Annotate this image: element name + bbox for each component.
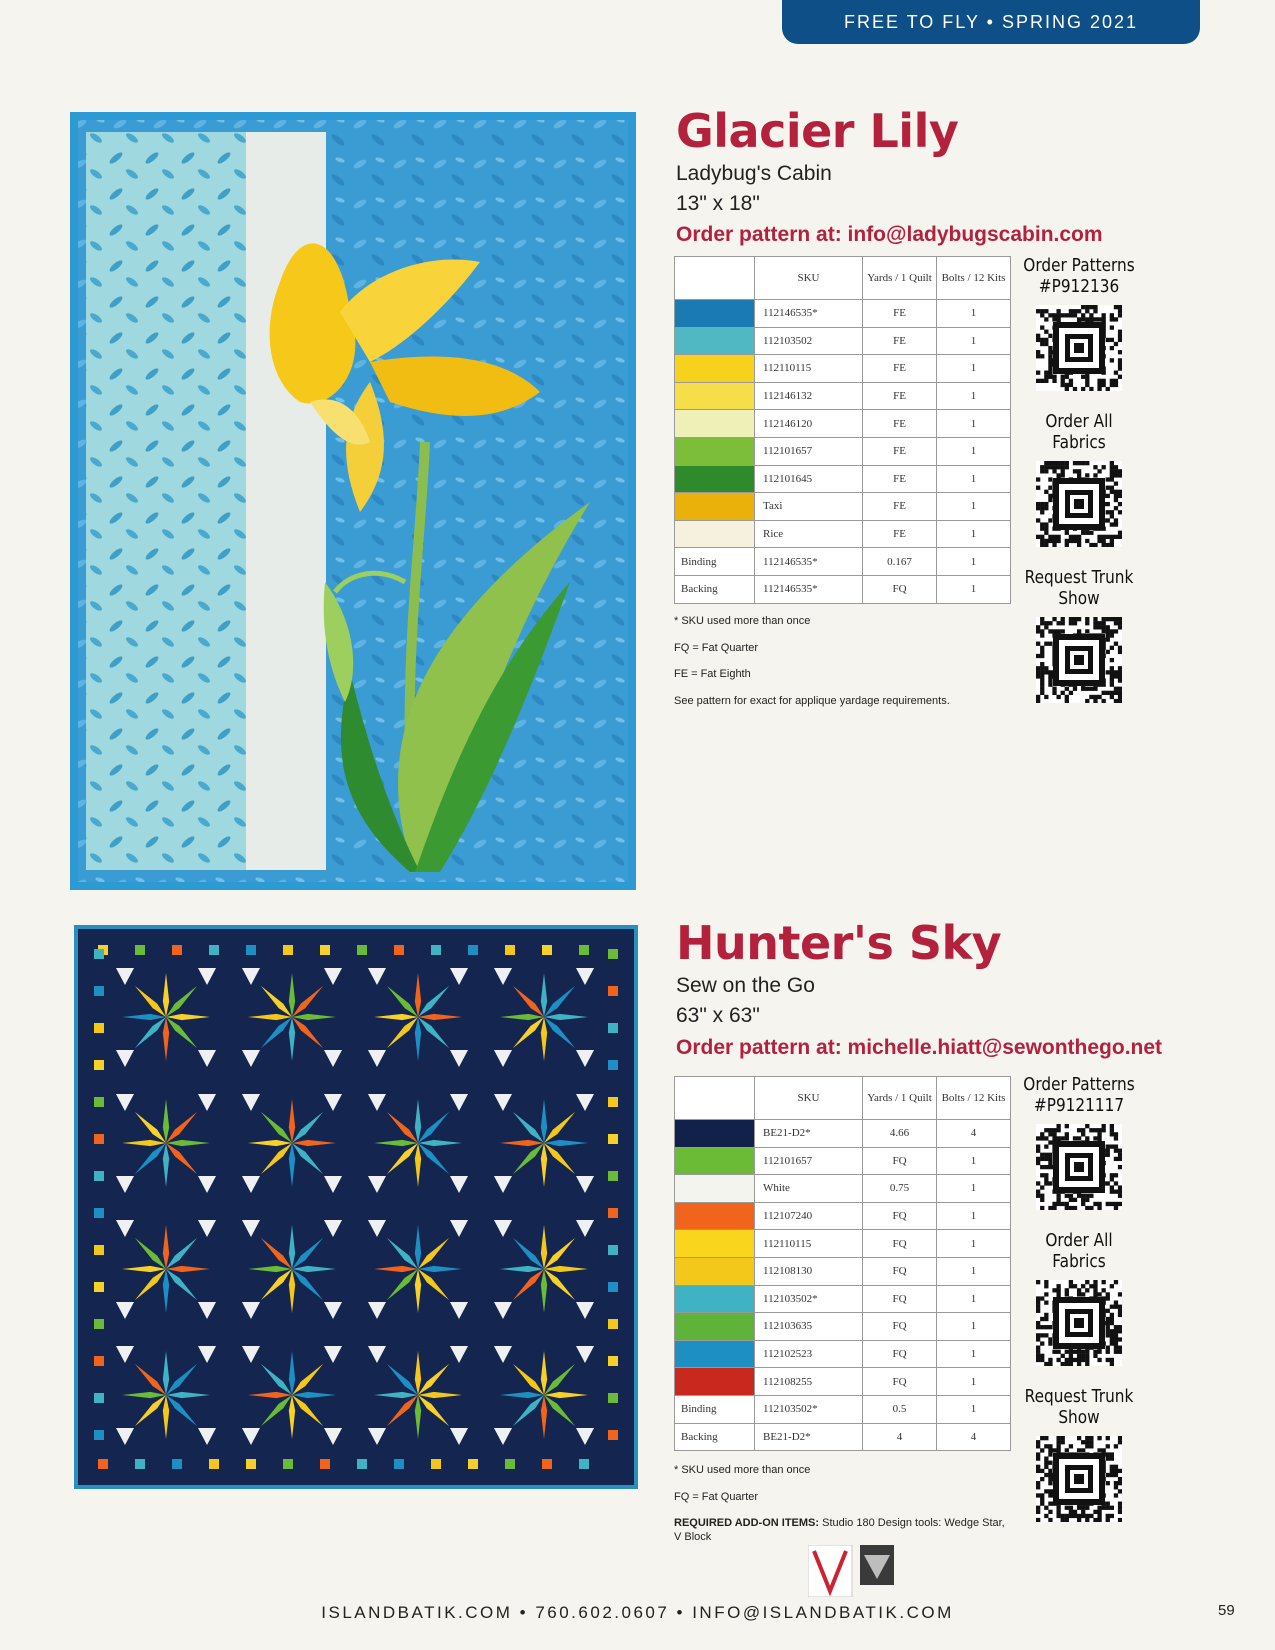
note-line: FQ = Fat Quarter (674, 1490, 759, 1503)
sku-cell: 112146132 (755, 382, 863, 410)
glacier-lily-size: 13" x 18" (676, 192, 760, 215)
fabric-swatch (675, 1340, 755, 1368)
yards-cell: FQ (863, 1257, 937, 1285)
fabric-row (675, 410, 1011, 438)
hunters-sky-table-body (675, 1120, 1011, 1451)
fabric-row (675, 1230, 1011, 1258)
yards-cell: FE (863, 493, 937, 521)
fabric-swatch (675, 520, 755, 548)
glacier-lily-notes (674, 608, 950, 714)
glacier-lily-qr-column (1010, 255, 1148, 723)
yards-cell: FE (863, 520, 937, 548)
sku-cell: 112103502* (755, 1285, 863, 1313)
fabric-row (675, 1368, 1011, 1396)
bolts-cell: 1 (937, 1230, 1011, 1258)
fabric-swatch (675, 410, 755, 438)
bolts-cell: 1 (937, 1285, 1011, 1313)
fabric-row (675, 1175, 1011, 1203)
qr-label-trunk-show: Request Trunk Show (1024, 1386, 1134, 1428)
qr-code-icon[interactable] (1036, 1124, 1122, 1210)
sku-cell: 112108130 (755, 1257, 863, 1285)
sku-cell: 112146535* (755, 548, 863, 576)
bolts-cell: 1 (937, 382, 1011, 410)
note-line: FQ = Fat Quarter (674, 641, 759, 654)
sku-cell: 112108255 (755, 1368, 863, 1396)
sku-cell: 112110115 (755, 1230, 863, 1258)
fabric-row (675, 465, 1011, 493)
yards-cell: FE (863, 437, 937, 465)
bolts-cell: 1 (937, 1257, 1011, 1285)
fabric-swatch (675, 327, 755, 355)
fabric-row (675, 382, 1011, 410)
note-line: See pattern for exact for applique yardage requirements. (674, 694, 950, 707)
fabric-row (675, 1147, 1011, 1175)
yards-cell: FE (863, 410, 937, 438)
sku-cell: 112103502* (755, 1395, 863, 1423)
bolts-cell: 1 (937, 493, 1011, 521)
bolts-cell: 1 (937, 300, 1011, 328)
fabric-row (675, 520, 1011, 548)
fabric-row (675, 493, 1011, 521)
sku-column-header: SKU (755, 257, 863, 300)
bolts-cell: 1 (937, 575, 1011, 603)
fabric-swatch (675, 1368, 755, 1396)
fabric-swatch (675, 1313, 755, 1341)
bolts-cell: 1 (937, 520, 1011, 548)
qr-label-trunk-show: Request Trunk Show (1024, 567, 1134, 609)
yards-cell: 0.5 (863, 1395, 937, 1423)
row-label: Backing (675, 575, 755, 603)
yards-column-header: Yards / 1 Quilt (863, 1077, 937, 1120)
sku-cell: White (755, 1175, 863, 1203)
fabric-row (675, 1313, 1011, 1341)
hunters-sky-order-link[interactable]: Order pattern at: michelle.hiatt@sewonthego.net (676, 1036, 1163, 1059)
bolts-column-header: Bolts / 12 Kits (937, 1077, 1011, 1120)
yards-cell: FQ (863, 1285, 937, 1313)
fabric-row (675, 1285, 1011, 1313)
footer-contact: ISLANDBATIK.COM • 760.602.0607 • INFO@ISLANDBATIK.COM (321, 1603, 954, 1622)
qr-label-order-fabrics: Order All Fabrics (1045, 411, 1113, 453)
yards-cell: FQ (863, 1340, 937, 1368)
qr-label-order-patterns: Order Patterns #P9121117 (1023, 1074, 1135, 1116)
bolts-cell: 1 (937, 1395, 1011, 1423)
sku-cell: BE21-D2* (755, 1423, 863, 1451)
qr-code-icon[interactable] (1036, 1280, 1122, 1366)
bolts-cell: 1 (937, 1368, 1011, 1396)
sku-cell: 112101645 (755, 465, 863, 493)
sku-cell: 112146535* (755, 300, 863, 328)
qr-label-order-patterns: Order Patterns #P912136 (1023, 255, 1135, 297)
row-label: Backing (675, 1423, 755, 1451)
yards-cell: FQ (863, 1368, 937, 1396)
qr-code-icon[interactable] (1036, 1436, 1122, 1522)
sku-cell: 112107240 (755, 1202, 863, 1230)
bolts-cell: 1 (937, 465, 1011, 493)
hunters-sky-quilt-photo (74, 925, 638, 1489)
yards-cell: FE (863, 327, 937, 355)
fabric-row (675, 1202, 1011, 1230)
yards-cell: FE (863, 382, 937, 410)
bolts-cell: 1 (937, 1202, 1011, 1230)
fabric-row (675, 1120, 1011, 1148)
hunters-sky-designer: Sew on the Go (676, 974, 815, 997)
sku-cell: 112110115 (755, 355, 863, 383)
yards-column-header: Yards / 1 Quilt (863, 257, 937, 300)
note-line: * SKU used more than once (674, 615, 811, 627)
fabric-swatch (675, 1202, 755, 1230)
addon-title: REQUIRED ADD-ON ITEMS: (674, 1517, 820, 1529)
fabric-swatch (675, 437, 755, 465)
yards-cell: FE (863, 355, 937, 383)
fabric-row (675, 327, 1011, 355)
glacier-lily-designer: Ladybug's Cabin (676, 162, 832, 185)
yards-cell: 4 (863, 1423, 937, 1451)
fabric-swatch (675, 1120, 755, 1148)
bolts-cell: 1 (937, 1313, 1011, 1341)
note-line: FE = Fat Eighth (674, 668, 751, 680)
studio180-tools-image (808, 1545, 898, 1597)
sku-cell: 112102523 (755, 1340, 863, 1368)
yards-cell: FQ (863, 1313, 937, 1341)
fabric-row (675, 355, 1011, 383)
yards-cell: FQ (863, 1230, 937, 1258)
yards-cell: FE (863, 465, 937, 493)
sku-cell: 112103635 (755, 1313, 863, 1341)
issue-tab (782, 0, 1200, 44)
page-number: 59 (1218, 1602, 1235, 1619)
bolts-cell: 1 (937, 355, 1011, 383)
fabric-swatch (675, 382, 755, 410)
glacier-lily-order-link[interactable]: Order pattern at: info@ladybugscabin.com (676, 223, 1103, 246)
yards-cell: FE (863, 300, 937, 328)
fabric-row (675, 1395, 1011, 1423)
sku-cell: BE21-D2* (755, 1120, 863, 1148)
sku-cell: 112101657 (755, 437, 863, 465)
glacier-lily-fabric-table (674, 256, 1011, 604)
glacier-lily-title: Glacier Lily (676, 104, 959, 158)
yards-cell: 0.167 (863, 548, 937, 576)
fabric-swatch (675, 355, 755, 383)
sku-cell: 112101657 (755, 1147, 863, 1175)
row-label: Binding (675, 548, 755, 576)
bolts-column-header: Bolts / 12 Kits (937, 257, 1011, 300)
sku-cell: Taxi (755, 493, 863, 521)
swatch-column-header (675, 257, 755, 300)
note-line: * SKU used more than once (674, 1464, 811, 1476)
fabric-row (675, 575, 1011, 603)
qr-code-icon[interactable] (1036, 461, 1122, 547)
glacier-lily-table-body (675, 300, 1011, 604)
fabric-row (675, 1423, 1011, 1451)
fabric-row (675, 1257, 1011, 1285)
bolts-cell: 1 (937, 437, 1011, 465)
hunters-sky-size: 63" x 63" (676, 1004, 760, 1027)
qr-code-icon[interactable] (1036, 305, 1122, 391)
qr-code-icon[interactable] (1036, 617, 1122, 703)
issue-tab-text: FREE TO FLY • SPRING 2021 (843, 11, 1139, 32)
fabric-swatch (675, 465, 755, 493)
row-label: Binding (675, 1395, 755, 1423)
fabric-swatch (675, 1147, 755, 1175)
yards-cell: FQ (863, 1147, 937, 1175)
sku-cell: 112146535* (755, 575, 863, 603)
fabric-swatch (675, 1285, 755, 1313)
fabric-swatch (675, 300, 755, 328)
bolts-cell: 1 (937, 327, 1011, 355)
yards-cell: 0.75 (863, 1175, 937, 1203)
fabric-row (675, 548, 1011, 576)
bolts-cell: 1 (937, 1175, 1011, 1203)
hunters-sky-title: Hunter's Sky (676, 916, 1002, 970)
swatch-column-header (675, 1077, 755, 1120)
sku-cell: 112146120 (755, 410, 863, 438)
sku-cell: Rice (755, 520, 863, 548)
fabric-row (675, 1340, 1011, 1368)
hunters-sky-notes (674, 1457, 810, 1510)
bolts-cell: 4 (937, 1423, 1011, 1451)
fabric-swatch (675, 1230, 755, 1258)
glacier-lily-quilt-photo (70, 112, 636, 890)
sku-column-header: SKU (755, 1077, 863, 1120)
yards-cell: 4.66 (863, 1120, 937, 1148)
sku-cell: 112103502 (755, 327, 863, 355)
fabric-swatch (675, 1175, 755, 1203)
fabric-swatch (675, 493, 755, 521)
yards-cell: FQ (863, 575, 937, 603)
hunters-sky-addon-note (674, 1516, 1014, 1544)
bolts-cell: 1 (937, 1147, 1011, 1175)
bolts-cell: 1 (937, 410, 1011, 438)
bolts-cell: 4 (937, 1120, 1011, 1148)
hunters-sky-qr-column (1010, 1074, 1148, 1542)
fabric-swatch (675, 1257, 755, 1285)
hunters-sky-fabric-table (674, 1076, 1011, 1451)
qr-label-order-fabrics: Order All Fabrics (1045, 1230, 1113, 1272)
yards-cell: FQ (863, 1202, 937, 1230)
fabric-row (675, 300, 1011, 328)
bolts-cell: 1 (937, 548, 1011, 576)
addon-text: Studio 180 Design tools: Wedge Star, V Block (674, 1517, 1005, 1543)
fabric-row (675, 437, 1011, 465)
bolts-cell: 1 (937, 1340, 1011, 1368)
